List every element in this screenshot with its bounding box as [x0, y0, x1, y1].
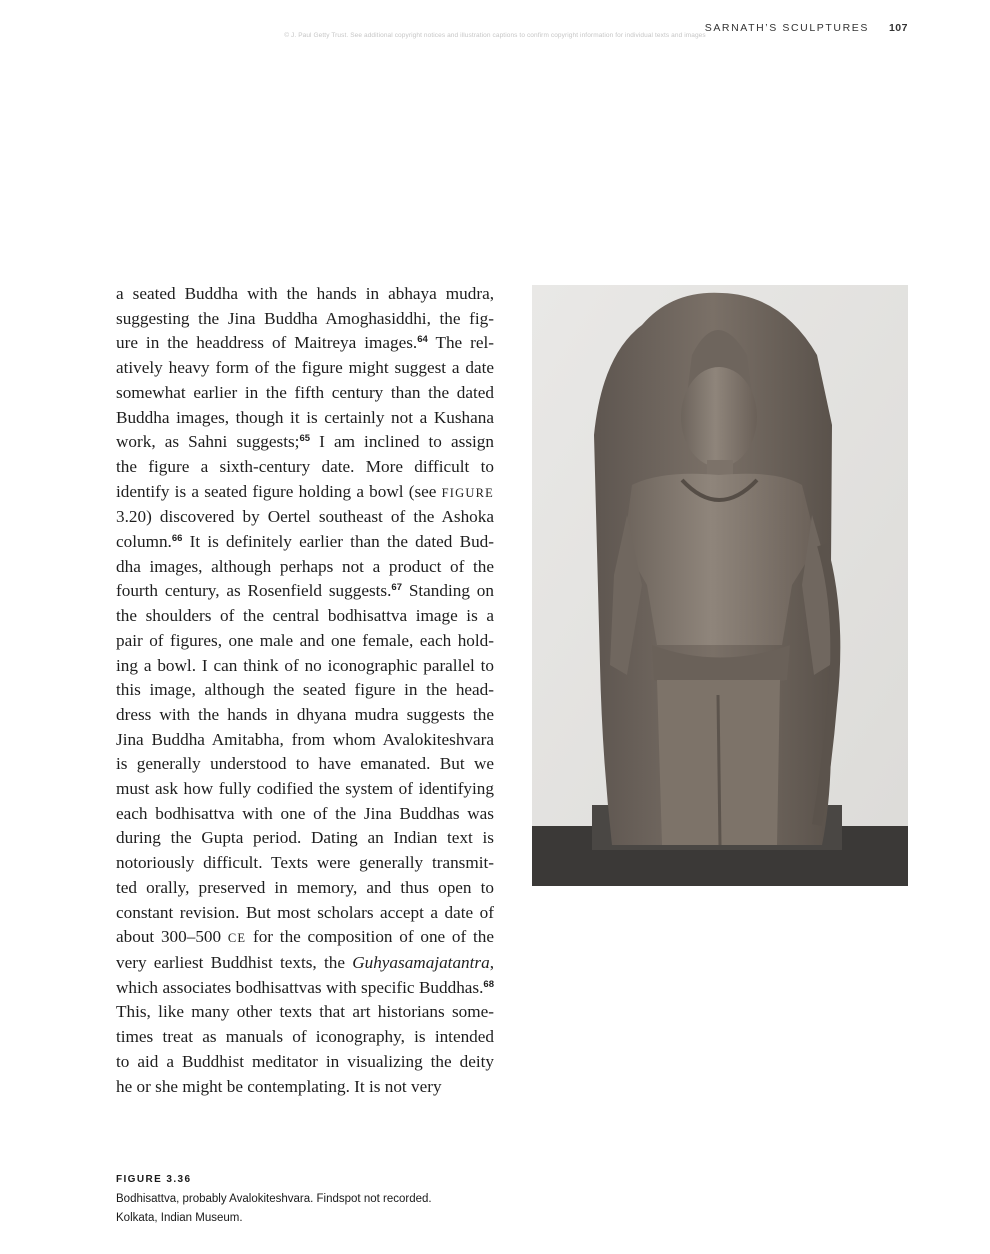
text-run: The rel- [427, 333, 494, 353]
text-line: times treat as manuals of iconography, is intended [116, 1027, 494, 1047]
text-line [116, 951, 494, 976]
text-line: is generally understood to have emanated. But we [116, 754, 494, 774]
text-run: Standing on [402, 581, 494, 601]
text-run: ure in the headdress of Maitreya images. [116, 333, 418, 353]
page-number: 107 [888, 22, 908, 34]
text-run: about 300–500 [116, 927, 228, 947]
running-head-title: SARNATH’S SCULPTURES [704, 22, 869, 34]
text-line [116, 480, 494, 506]
text-line: dha images, although perhaps not a product of the [116, 556, 494, 576]
text-run: which associates bodhisattvas with specific Buddhas. [116, 977, 484, 997]
text-run: It is definitely earlier than the dated Bud- [182, 532, 494, 552]
text-line: This, like many other texts that art historians some- [116, 1002, 494, 1022]
text-run: , [489, 952, 494, 972]
text-line [116, 579, 494, 604]
footnote-ref-64: 64 [417, 334, 428, 346]
text-line: the shoulders of the central bodhisattva image is a [116, 606, 494, 626]
footnote-ref-66: 66 [171, 533, 183, 545]
footnote-ref-67: 67 [391, 582, 402, 594]
figure-reference: FIGURE [441, 485, 494, 500]
text-run: column. [116, 532, 172, 552]
text-line: somewhat earlier in the fifth century than the dated [116, 382, 494, 402]
text-line: during the Gupta period. Dating an Indian text is [116, 828, 494, 848]
text-line: each bodhisattva with one of the Jina Buddhas was [116, 803, 494, 823]
text-line: a seated Buddha with the hands in abhaya mudra, [116, 284, 494, 303]
text-line: he or she might be contemplating. It is not very [116, 1076, 442, 1096]
text-line: Buddha images, though it is certainly not a Kushana [116, 407, 494, 427]
text-line: Jina Buddha Amitabha, from whom Avalokiteshvara [116, 729, 494, 749]
text-run: identify is a seated figure holding a bowl (see [116, 481, 442, 501]
body-text [116, 282, 494, 1099]
text-run: fourth century, as Rosenfield suggests. [116, 581, 392, 601]
figure-label: FIGURE 3.36 [116, 1174, 192, 1185]
footnote-ref-65: 65 [299, 433, 311, 445]
text-title: Guhyasamajatantra [352, 952, 490, 972]
text-line [116, 331, 494, 356]
caption-line: Bodhisattva, probably Avalokiteshvara. Findspot not recorded. [116, 1193, 432, 1205]
figure-caption [116, 1174, 432, 1228]
text-run: work, as Sahni suggests; [116, 432, 300, 452]
text-line: this image, although the seated figure in the head- [116, 680, 494, 700]
text-line: notoriously difficult. Texts were generally transmit- [116, 853, 494, 873]
text-line: ted orally, preserved in memory, and thus open to [116, 877, 494, 897]
text-line [116, 430, 494, 455]
text-line: pair of figures, one male and one female, each hold- [116, 630, 494, 650]
text-line: the figure a sixth-century date. More difficult to [116, 456, 494, 476]
text-line: to aid a Buddhist meditator in visualizing the deity [116, 1051, 494, 1071]
copyright-notice: © J. Paul Getty Trust. See additional copyright notices and illustration captions to confirm copyright information for individual texts and images [284, 32, 706, 39]
text-run: I am inclined to assign [310, 432, 494, 452]
text-line [116, 530, 494, 555]
text-run: very earliest Buddhist texts, the [116, 952, 353, 972]
text-run: for the composition of one of the [246, 927, 495, 947]
bodhisattva-photo [532, 285, 908, 886]
text-line: dress with the hands in dhyana mudra suggests the [116, 704, 494, 724]
text-line: ing a bowl. I can think of no iconographic parallel to [116, 655, 494, 675]
text-line [116, 925, 494, 951]
text-line: must ask how fully codified the system of identifying [116, 779, 494, 799]
footnote-ref-68: 68 [483, 978, 494, 990]
caption-line: Kolkata, Indian Museum. [116, 1212, 243, 1224]
text-line: constant revision. But most scholars accept a date of [116, 902, 494, 922]
text-line: suggesting the Jina Buddha Amoghasiddhi, the fig- [116, 308, 494, 328]
running-head [705, 22, 908, 34]
text-line: 3.20) discovered by Oertel southeast of the Ashoka [116, 507, 494, 527]
text-line [116, 976, 494, 1001]
text-line: atively heavy form of the figure might suggest a date [116, 358, 494, 378]
era-abbreviation: CE [227, 931, 247, 946]
